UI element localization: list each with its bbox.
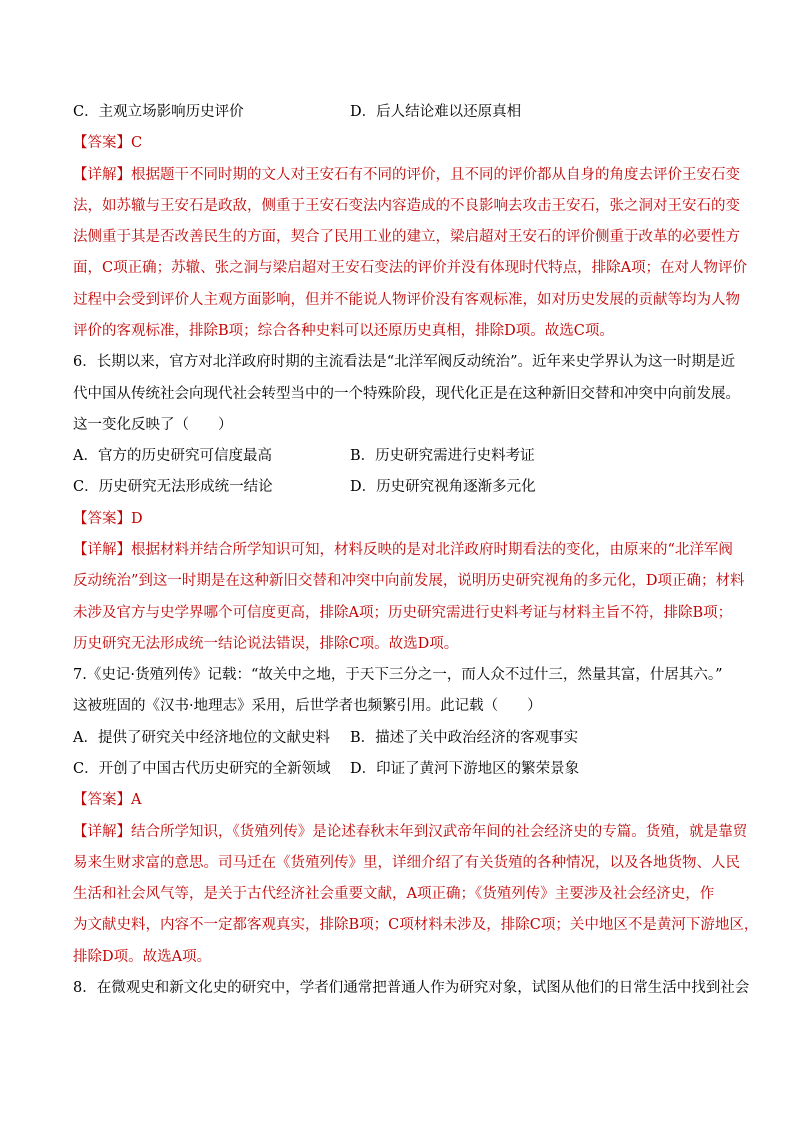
q7-explanation-line: 易来生财求富的意思。司马迁在《货殖列传》里，详细介绍了有关货殖的各种情况，以及各地货物、人民 xyxy=(73,855,740,871)
q7-option-d: D．印证了黄河下游地区的繁荣景象 xyxy=(350,761,580,777)
explanation-label: 【详解】 xyxy=(73,167,131,183)
q6-explanation-line: 反动统治”到这一时期是在这种新旧交替和冲突中向前发展，说明历史研究视角的多元化，D项正确；材料 xyxy=(73,573,745,589)
q7-answer xyxy=(73,790,733,810)
answer-label: 【答案】 xyxy=(73,511,131,527)
q7-explanation-line: 生活和社会风气等，是关于古代经济社会重要文献，A项正确；《货殖列传》主要涉及社会经济史，作 xyxy=(73,886,715,902)
q6-option-d: D．历史研究视角逐渐多元化 xyxy=(350,479,536,495)
q5-explanation-line: 法，如苏辙与王安石是政敌，侧重于王安石变法内容造成的不良影响去攻击王安石，张之洞对王安石的变 xyxy=(73,198,740,214)
q6-option-b: B．历史研究需进行史料考证 xyxy=(350,448,535,464)
q7-stem-line: 这被班固的《汉书·地理志》采用，后世学者也频繁引用。此记载（ ） xyxy=(73,698,542,714)
q5-option-d: D．后人结论难以还原真相 xyxy=(350,104,522,120)
explanation-label: 【详解】 xyxy=(73,824,131,840)
q6-option-c: C．历史研究无法形成统一结论 xyxy=(73,479,273,495)
q5-explanation-line: 过程中会受到评价人主观方面影响，但并不能说人物评价没有客观标准，如对历史发展的贡献等均为人物 xyxy=(73,292,740,308)
q5-explanation-line: 面，C项正确；苏辙、张之洞与梁启超对王安石变法的评价并没有体现时代特点，排除A项；在对人物评价 xyxy=(73,260,748,276)
q6-explanation-line: 历史研究无法形成统一结论说法错误，排除C项。故选D项。 xyxy=(73,636,459,652)
q8-stem-line: 8．在微观史和新文化史的研究中，学者们通常把普通人作为研究对象，试图从他们的日常生活中找到社会 xyxy=(73,980,750,996)
answer-value: A xyxy=(131,792,142,808)
q6-explanation-line: 未涉及官方与史学界哪个可信度更高，排除A项；历史研究需进行史料考证与材料主旨不符，排除B项； xyxy=(73,605,733,621)
q7-option-c: C．开创了中国古代历史研究的全新领域 xyxy=(73,761,331,777)
q7-explanation-line: 【详解】结合所学知识，《货殖列传》是论述春秋末年到汉武帝年间的社会经济史的专篇。货殖，就是靠贸 xyxy=(73,824,748,840)
explanation-label: 【详解】 xyxy=(73,542,131,558)
q5-explanation-line: 【详解】根据题干不同时期的文人对王安石有不同的评价，且不同的评价都从自身的角度去评价王安石变 xyxy=(73,167,740,183)
answer-label: 【答案】 xyxy=(73,792,131,808)
q5-explanation-line: 评价的客观标准，排除B项；综合各种史料可以还原历史真相，排除D项。故选C项。 xyxy=(73,323,614,339)
q6-stem-line: 6．长期以来，官方对北洋政府时期的主流看法是“北洋军阀反动统治”。近年来史学界认为这一时期是近 xyxy=(73,354,736,370)
q6-stem-line: 这一变化反映了（ ） xyxy=(73,417,233,433)
q6-stem-line: 代中国从传统社会向现代社会转型当中的一个特殊阶段，现代化正是在这种新旧交替和冲突中向前发展。 xyxy=(73,386,740,402)
q6-answer xyxy=(73,509,733,529)
q5-option-c: C．主观立场影响历史评价 xyxy=(73,104,244,120)
q7-stem-line: 7.《史记·货殖列传》记载：“故关中之地，于天下三分之一，而人众不过什三，然量其富，什居其六。” xyxy=(73,667,723,683)
q7-option-b: B．描述了关中政治经济的客观事实 xyxy=(350,730,579,746)
q7-option-a: A．提供了研究关中经济地位的文献史料 xyxy=(73,730,330,746)
q7-explanation-line: 排除D项。故选A项。 xyxy=(73,949,212,965)
answer-label: 【答案】 xyxy=(73,135,131,151)
q5-explanation-line: 法侧重于其是否改善民生的方面，契合了民用工业的建立，梁启超对王安石的评价侧重于改革的必要性方 xyxy=(73,229,740,245)
answer-value: C xyxy=(131,135,143,151)
q7-explanation-line: 为文献史料，内容不一定都客观真实，排除B项；C项材料未涉及，排除C项；关中地区不是黄河下游地区， xyxy=(73,917,759,933)
q6-option-a: A．官方的历史研究可信度最高 xyxy=(73,448,272,464)
q6-explanation-line: 【详解】根据材料并结合所学知识可知，材料反映的是对北洋政府时期看法的变化，由原来的“北洋军阀 xyxy=(73,542,733,558)
q5-answer xyxy=(73,133,733,153)
answer-value: D xyxy=(131,511,143,527)
